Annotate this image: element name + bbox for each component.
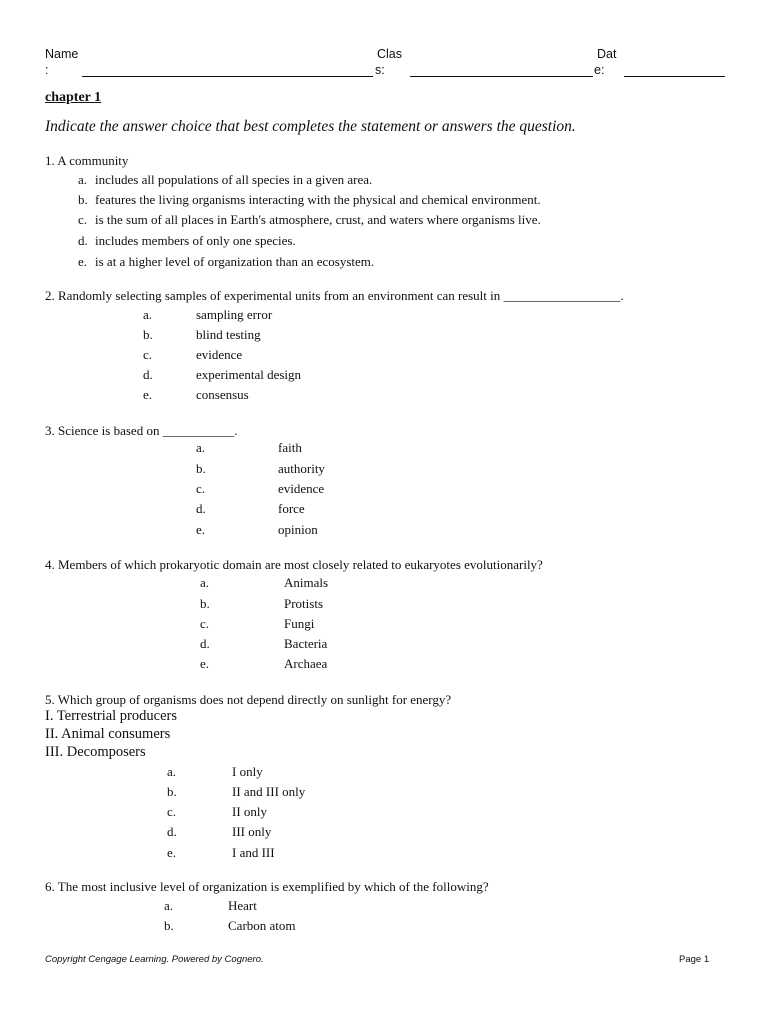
option-letter: a. bbox=[143, 307, 153, 322]
option-letter: b. bbox=[143, 327, 153, 342]
option-text: includes all populations of all species in a given area. bbox=[95, 172, 373, 187]
option-text: Bacteria bbox=[284, 636, 328, 651]
option-letter: e. bbox=[143, 387, 153, 402]
question-stem: 1. A community bbox=[45, 153, 129, 168]
question-stem: 5. Which group of organisms does not depend directly on sunlight for energy? bbox=[45, 692, 452, 707]
option-text: includes members of only one species. bbox=[95, 233, 296, 248]
class-label-top: Clas bbox=[377, 47, 403, 61]
option-text: consensus bbox=[196, 387, 249, 402]
option-letter: e. bbox=[200, 656, 210, 671]
option-text: faith bbox=[278, 440, 302, 455]
option-text: Protists bbox=[284, 596, 324, 611]
option-text: evidence bbox=[278, 481, 325, 496]
option-letter: a. bbox=[78, 172, 88, 187]
option-letter: b. bbox=[200, 596, 210, 611]
option-text: Archaea bbox=[284, 656, 328, 671]
roman-item: III. Decomposers bbox=[45, 744, 146, 760]
question-stem: 4. Members of which prokaryotic domain are most closely related to eukaryotes evolutionarily? bbox=[45, 557, 543, 572]
option-text: experimental design bbox=[196, 367, 302, 382]
option-letter: d. bbox=[143, 367, 153, 382]
option-letter: b. bbox=[164, 918, 174, 933]
option-letter: a. bbox=[167, 764, 177, 779]
option-text: Fungi bbox=[284, 616, 315, 631]
option-text: I only bbox=[232, 764, 263, 779]
date-label-top: Dat bbox=[597, 47, 617, 61]
option-letter: d. bbox=[200, 636, 210, 651]
chapter-title: chapter 1 bbox=[45, 90, 102, 105]
option-letter: a. bbox=[200, 575, 210, 590]
option-letter: c. bbox=[200, 616, 210, 631]
option-text: blind testing bbox=[196, 327, 261, 342]
option-letter: d. bbox=[167, 824, 177, 839]
option-text: Animals bbox=[284, 575, 329, 590]
option-text: force bbox=[278, 501, 305, 516]
option-letter: b. bbox=[196, 461, 206, 476]
question-stem: 3. Science is based on ___________. bbox=[45, 423, 238, 438]
option-letter: b. bbox=[167, 784, 177, 799]
option-text: II and III only bbox=[232, 784, 306, 799]
option-letter: e. bbox=[78, 254, 88, 269]
name-label-top: Name bbox=[45, 47, 79, 61]
option-letter: e. bbox=[196, 522, 206, 537]
option-text: is at a higher level of organization than an ecosystem. bbox=[95, 254, 375, 269]
option-text: is the sum of all places in Earth's atmosphere, crust, and waters where organisms live. bbox=[95, 212, 541, 227]
option-text: III only bbox=[232, 824, 272, 839]
option-text: evidence bbox=[196, 347, 243, 362]
option-letter: a. bbox=[164, 898, 174, 913]
date-label-bottom: e: bbox=[594, 63, 605, 77]
option-text: II only bbox=[232, 804, 268, 819]
option-letter: c. bbox=[143, 347, 153, 362]
class-label-bottom: s: bbox=[375, 63, 385, 77]
option-text: Carbon atom bbox=[228, 918, 296, 933]
option-text: sampling error bbox=[196, 307, 273, 322]
roman-item: I. Terrestrial producers bbox=[45, 708, 177, 724]
option-letter: c. bbox=[196, 481, 206, 496]
option-letter: a. bbox=[196, 440, 206, 455]
option-letter: c. bbox=[167, 804, 177, 819]
option-letter: b. bbox=[78, 192, 88, 207]
option-text: features the living organisms interacting with the physical and chemical environment. bbox=[95, 192, 541, 207]
name-field[interactable] bbox=[82, 76, 373, 77]
option-letter: d. bbox=[196, 501, 206, 516]
date-field[interactable] bbox=[624, 76, 725, 77]
option-text: Heart bbox=[228, 898, 257, 913]
option-text: opinion bbox=[278, 522, 318, 537]
roman-item: II. Animal consumers bbox=[45, 726, 171, 742]
name-label-bottom: : bbox=[45, 63, 49, 77]
footer-copyright: Copyright Cengage Learning. Powered by Cognero. bbox=[45, 954, 264, 965]
option-text: I and III bbox=[232, 845, 275, 860]
class-field[interactable] bbox=[410, 76, 593, 77]
instructions: Indicate the answer choice that best completes the statement or answers the question. bbox=[45, 118, 576, 135]
option-letter: d. bbox=[78, 233, 88, 248]
option-letter: e. bbox=[167, 845, 177, 860]
option-letter: c. bbox=[78, 212, 88, 227]
footer-page-number: Page 1 bbox=[679, 954, 710, 965]
question-stem: 6. The most inclusive level of organization is exemplified by which of the following? bbox=[45, 879, 489, 894]
question-stem: 2. Randomly selecting samples of experimental units from an environment can result in __________________. bbox=[45, 288, 624, 303]
option-text: authority bbox=[278, 461, 325, 476]
